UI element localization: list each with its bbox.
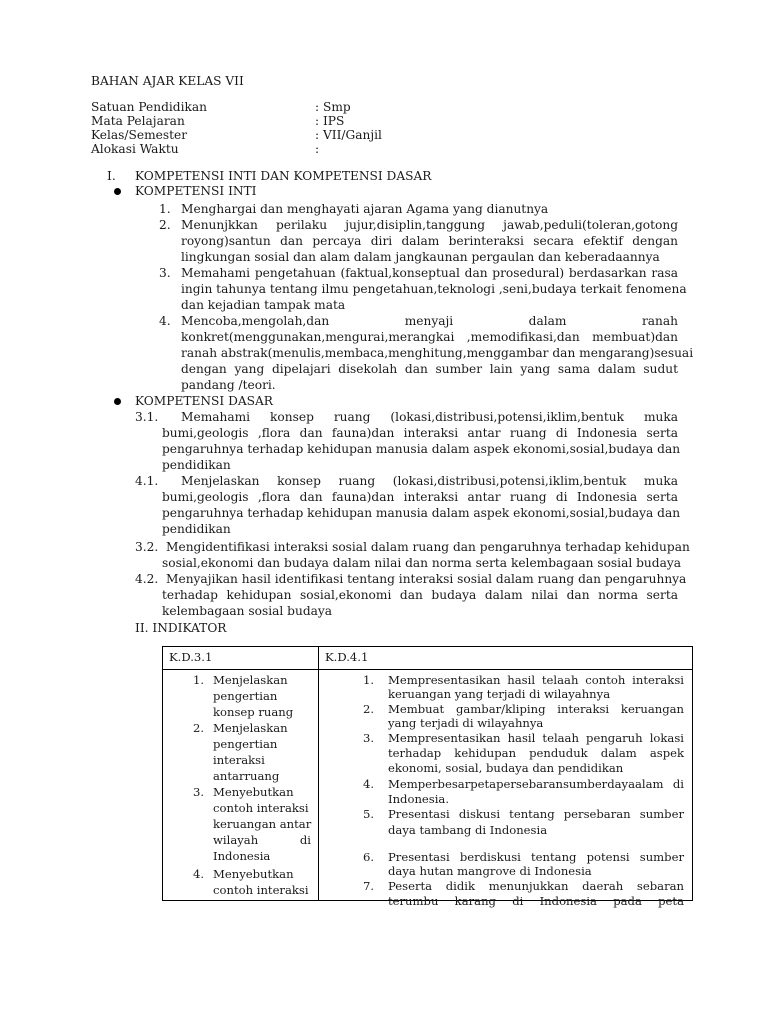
list-item-text: antarruang: [213, 769, 280, 783]
info-label: Mata Pelajaran: [91, 114, 185, 128]
bullet-icon: [114, 188, 121, 195]
list-item-text: lingkungan sosial dan alam dalam jangkaunan pergaulan dan keberadaannya: [181, 250, 660, 264]
list-item-text: sosial,ekonomi dan budaya dalam nilai dan norma serta kelembagaan sosial budaya: [162, 556, 681, 570]
list-item-text: royong)santun dan percaya diri dalam berinteraksi secara efektif dengan: [181, 234, 678, 248]
list-item-text: dan kejadian tampak mata: [181, 298, 346, 312]
list-item-text: Menjelaskan konsep ruang (lokasi,distribusi,potensi,iklim,bentuk muka: [181, 474, 678, 488]
section-heading: II. INDIKATOR: [135, 621, 227, 635]
list-item-text: Indonesia.: [388, 792, 450, 806]
list-item-text: pendidikan: [162, 522, 231, 536]
list-item-text: daya hutan mangrove di Indonesia: [388, 864, 592, 878]
list-item-text: Mempresentasikan hasil telaah contoh interaksi: [388, 673, 684, 687]
table-cell-kd31: [163, 670, 319, 901]
list-item-text: pengaruhnya terhadap kehidupan manusia dalam aspek ekonomi,sosial,budaya dan: [162, 442, 681, 456]
list-item-text: konsep ruang: [213, 705, 294, 719]
info-value: : IPS: [315, 114, 345, 128]
info-label: Alokasi Waktu: [91, 142, 179, 156]
list-item-text: terhadap kehidupan sosial,ekonomi dan budaya dalam nilai dan norma serta: [162, 588, 678, 602]
list-item-text: daya tambang di Indonesia: [388, 823, 548, 837]
section-number: I.: [107, 169, 116, 183]
list-item-text: pendidikan: [162, 458, 231, 472]
list-item-text: Presentasi diskusi tentang persebaran sumber: [388, 807, 684, 821]
section-heading: KOMPETENSI INTI DAN KOMPETENSI DASAR: [135, 169, 432, 183]
subsection-heading: KOMPETENSI DASAR: [135, 394, 273, 408]
list-number: 2.: [363, 702, 375, 716]
list-item-text: pandang /teori.: [181, 378, 276, 392]
list-item-text: dengan yang dipelajari disekolah dan sumber lain yang sama dalam sudut: [181, 362, 678, 376]
list-item-text: Menyebutkan: [213, 867, 294, 881]
list-item-text: Indonesia: [213, 849, 271, 863]
list-item-text: Mencoba,mengolah,dan menyaji dalam ranah: [181, 314, 678, 328]
list-item-text: bumi,geologis ,flora dan fauna)dan interaksi antar ruang di Indonesia serta: [162, 490, 678, 504]
document-title: BAHAN AJAR KELAS VII: [91, 74, 244, 88]
list-item-text: Membuat gambar/kliping interaksi keruangan: [388, 702, 684, 716]
list-item-text: keruangan antar: [213, 817, 312, 831]
table-cell-kd41: [319, 670, 693, 908]
list-item-text: terhadap kehidupan penduduk dalam aspek: [388, 746, 684, 760]
list-item-text: yang terjadi di wilayahnya: [388, 716, 544, 730]
info-value: : Smp: [315, 100, 351, 114]
list-number: 1.: [159, 202, 171, 216]
list-item-text: Peserta didik menunjukkan daerah sebaran: [388, 879, 684, 893]
info-label: Kelas/Semester: [91, 128, 188, 142]
list-item-text: terumbu karang di Indonesia pada peta: [388, 894, 684, 908]
list-item-text: Menjelaskan: [213, 673, 288, 687]
list-item-text: Memahami konsep ruang (lokasi,distribusi,potensi,iklim,bentuk muka: [181, 410, 678, 424]
list-item-text: contoh interaksi: [213, 883, 309, 897]
column-header: K.D.4.1: [325, 650, 369, 664]
list-item-text: contoh interaksi: [213, 801, 309, 815]
list-number: 7.: [363, 879, 375, 893]
list-item-text: pengaruhnya terhadap kehidupan manusia dalam aspek ekonomi,sosial,budaya dan: [162, 506, 681, 520]
table-header-cell: [163, 647, 319, 670]
list-item-text: ranah abstrak(menulis,membaca,menghitung,menggambar dan mengarang)sesuai: [181, 346, 694, 360]
list-number: 4.: [193, 867, 205, 881]
list-item-text: Menyebutkan: [213, 785, 294, 799]
list-item-text: bumi,geologis ,flora dan fauna)dan interaksi antar ruang di Indonesia serta: [162, 426, 678, 440]
list-item-text: Menunjkkan perilaku jujur,disiplin,tanggung jawab,peduli(toleran,gotong: [181, 218, 678, 232]
list-number: 4.1.: [135, 474, 159, 488]
list-number: 4.: [363, 777, 375, 791]
list-item-text: interaksi: [213, 753, 265, 767]
list-item-text: ingin tahunya tentang ilmu pengetahuan,teknologi ,seni,budaya terkait fenomena: [181, 282, 687, 296]
list-item-text: Menghargai dan menghayati ajaran Agama yang dianutnya: [181, 202, 549, 216]
info-label: Satuan Pendidikan: [91, 100, 207, 114]
list-number: 1.: [193, 673, 205, 687]
list-item-text: ekonomi, sosial, budaya dan pendidikan: [388, 761, 624, 775]
list-number: 2.: [159, 218, 171, 232]
list-item-text: konkret(menggunakan,mengurai,merangkai ,memodifikasi,dan membuat)dan: [181, 330, 678, 344]
list-item-text: pengertian: [213, 689, 278, 703]
list-number: 3.2.: [135, 540, 159, 554]
list-number: 3.: [193, 785, 205, 799]
list-number: 3.: [363, 731, 375, 745]
table-row: [163, 670, 693, 901]
list-number: 3.1.: [135, 410, 159, 424]
bullet-icon: [114, 398, 121, 405]
list-number: 1.: [363, 673, 375, 687]
list-item-text: wilayah di: [213, 833, 311, 847]
list-number: 4.: [159, 314, 171, 328]
table-header-row: [163, 647, 693, 670]
list-item-text: keruangan yang terjadi di wilayahnya: [388, 687, 611, 701]
list-item-text: Menjelaskan: [213, 721, 288, 735]
list-number: 2.: [193, 721, 205, 735]
list-item-text: Mempresentasikan hasil telaah pengaruh lokasi: [388, 731, 684, 745]
list-item-text: Memperbesarpetapersebaransumberdayaalam di: [388, 777, 684, 791]
list-item-text: Memahami pengetahuan (faktual,konseptual dan prosedural) berdasarkan rasa: [181, 266, 678, 280]
list-number: 6.: [363, 850, 375, 864]
list-item-text: Menyajikan hasil identifikasi tentang interaksi sosial dalam ruang dan pengaruhnya: [166, 572, 687, 586]
list-item-text: Presentasi berdiskusi tentang potensi sumber: [388, 850, 684, 864]
info-value: :: [315, 142, 320, 156]
list-item-text: kelembagaan sosial budaya: [162, 604, 333, 618]
subsection-heading: KOMPETENSI INTI: [135, 184, 257, 198]
list-number: 5.: [363, 807, 375, 821]
indicator-table: [162, 646, 693, 908]
info-value: : VII/Ganjil: [315, 128, 382, 142]
list-item-text: pengertian: [213, 737, 278, 751]
list-number: 3.: [159, 266, 171, 280]
column-header: K.D.3.1: [169, 650, 213, 664]
table-header-cell: [319, 647, 693, 670]
list-number: 4.2.: [135, 572, 159, 586]
list-item-text: Mengidentifikasi interaksi sosial dalam ruang dan pengaruhnya terhadap kehidupan: [166, 540, 690, 554]
